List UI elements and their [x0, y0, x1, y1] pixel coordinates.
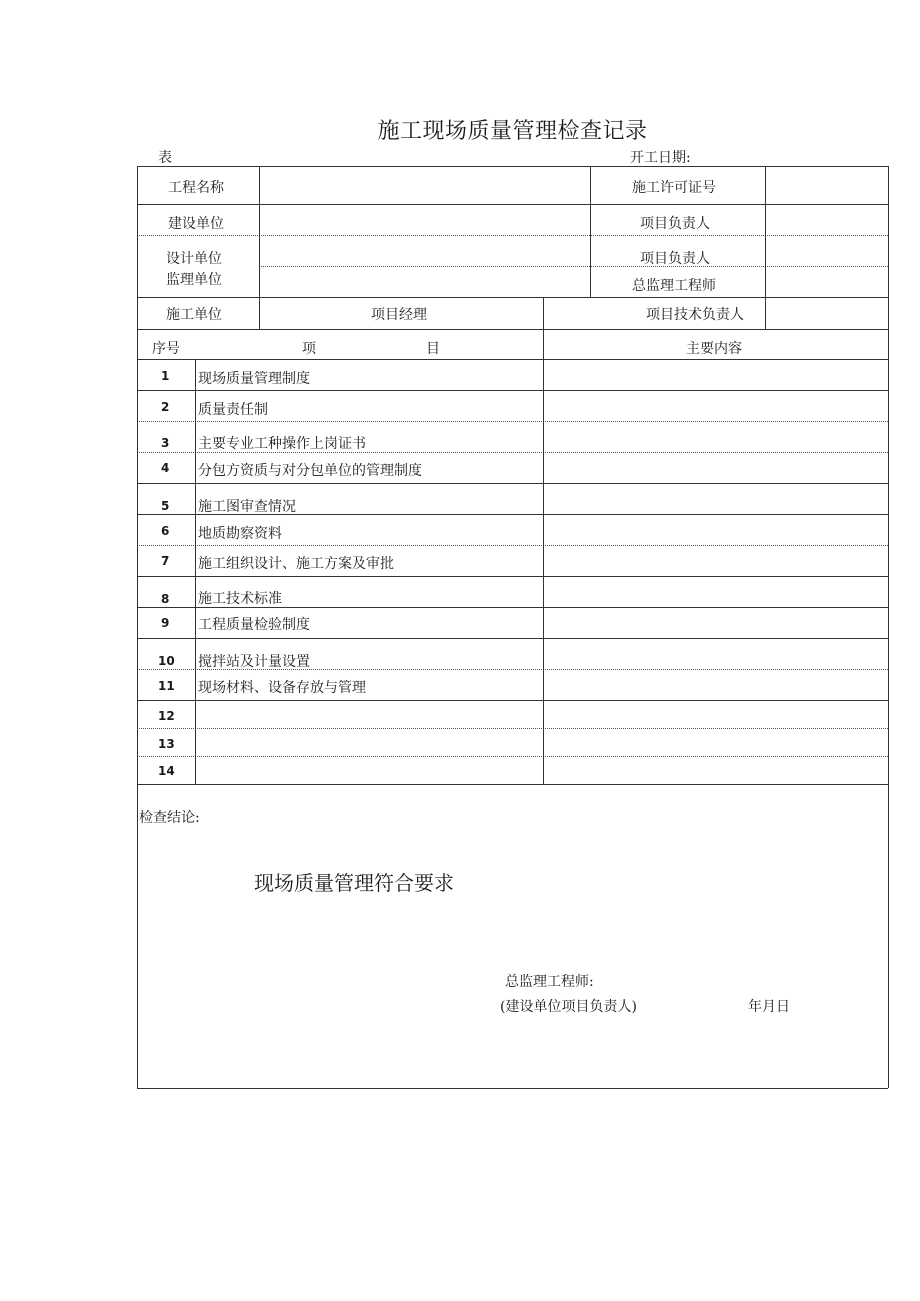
permit-no-label: 施工许可证号 — [632, 180, 716, 196]
signature-date-label: 年月日 — [748, 999, 790, 1015]
col-seq-header: 序号 — [152, 341, 180, 357]
row-number: 8 — [161, 592, 170, 606]
row-number: 13 — [158, 737, 175, 751]
col-item-header-b: 目 — [426, 341, 440, 357]
row-number: 12 — [158, 709, 175, 723]
row-number: 2 — [161, 400, 170, 414]
row-number: 14 — [158, 764, 175, 778]
row-number: 11 — [158, 679, 175, 693]
conclusion-label: 检查结论: — [139, 810, 200, 826]
row-item: 现场质量管理制度 — [198, 371, 310, 387]
col-content-header: 主要内容 — [686, 341, 742, 357]
design-unit-label: 设计单位 — [166, 251, 222, 267]
row-number: 10 — [158, 654, 175, 668]
project-name-label: 工程名称 — [168, 180, 224, 196]
tech-leader-label: 项目技术负责人 — [646, 307, 744, 323]
row-item: 主要专业工种操作上岗证书 — [198, 436, 366, 452]
row-number: 7 — [161, 554, 170, 568]
row-number: 1 — [161, 369, 170, 383]
start-date-label: 开工日期: — [630, 150, 691, 166]
chief-supervisor-signature-label: 总监理工程师: — [505, 974, 594, 990]
row-item: 分包方资质与对分包单位的管理制度 — [198, 463, 422, 479]
owner-leader-label: 项目负责人 — [640, 216, 710, 232]
row-item: 现场材料、设备存放与管理 — [198, 680, 366, 696]
conclusion-text: 现场质量管理符合要求 — [254, 871, 454, 895]
row-item: 施工技术标准 — [198, 591, 282, 607]
row-number: 6 — [161, 524, 170, 538]
row-number: 3 — [161, 436, 170, 450]
row-item: 搅拌站及计量设置 — [198, 654, 310, 670]
owner-unit-label: 建设单位 — [168, 216, 224, 232]
row-item: 施工图审查情况 — [198, 499, 296, 515]
page-title: 施工现场质量管理检查记录 — [377, 119, 648, 144]
construction-unit-label: 施工单位 — [166, 307, 222, 323]
project-manager-label: 项目经理 — [371, 307, 427, 323]
table-label: 表 — [158, 150, 172, 166]
owner-leader-signature-label: (建设单位项目负责人) — [500, 999, 637, 1015]
chief-supervisor-label: 总监理工程师 — [632, 278, 716, 294]
col-item-header-a: 项 — [302, 341, 316, 357]
design-leader-label: 项目负责人 — [640, 251, 710, 267]
row-number: 9 — [161, 616, 170, 630]
row-number: 5 — [161, 499, 170, 513]
row-number: 4 — [161, 461, 170, 475]
supervision-unit-label: 监理单位 — [166, 272, 222, 288]
row-item: 施工组织设计、施工方案及审批 — [198, 556, 394, 572]
row-item: 工程质量检验制度 — [198, 617, 310, 633]
row-item: 质量责任制 — [198, 402, 268, 418]
row-item: 地质勘察资料 — [198, 526, 282, 542]
